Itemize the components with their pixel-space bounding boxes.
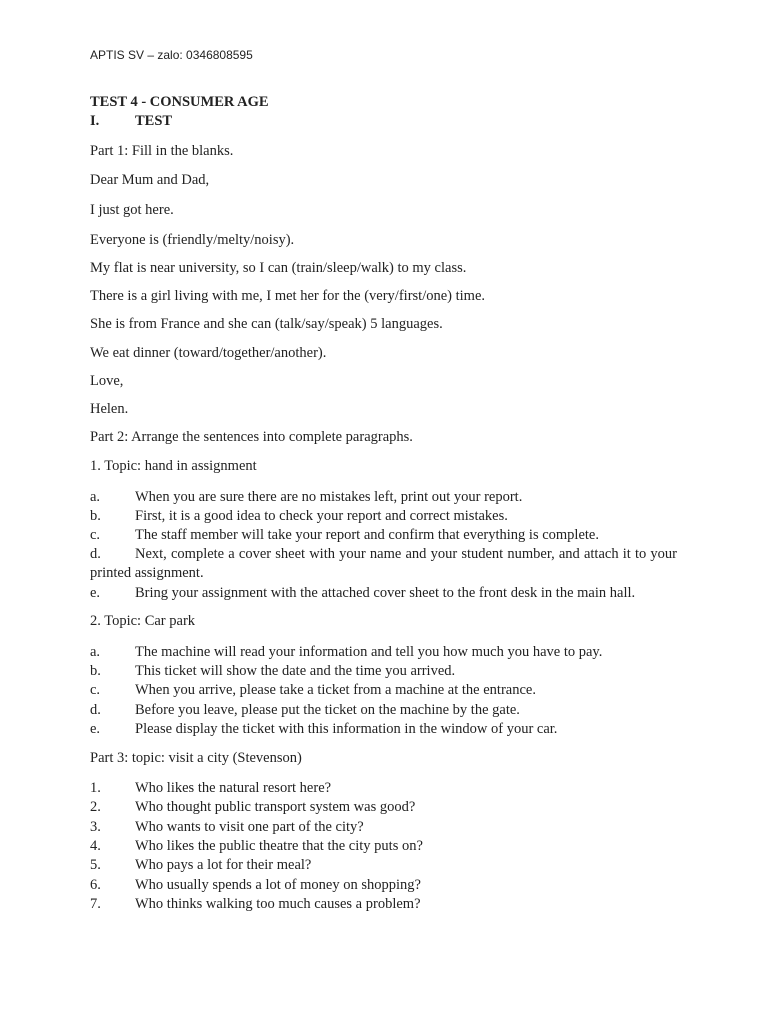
- question-item: [90, 779, 677, 798]
- item-text: Bring your assignment with the attached cover sheet to the front desk in the main hall.: [135, 585, 636, 601]
- item-text: When you arrive, please take a ticket from a machine at the entrance.: [135, 682, 536, 698]
- question-item: [90, 798, 677, 817]
- list-item: [90, 545, 677, 583]
- item-text: Who likes the public theatre that the city puts on?: [135, 838, 423, 854]
- topic1-title: 1. Topic: hand in assignment: [90, 458, 257, 474]
- letter-line: Helen.: [90, 401, 129, 417]
- item-text: When you are sure there are no mistakes left, print out your report.: [135, 489, 523, 505]
- question-item: [90, 818, 677, 837]
- part2-heading: Part 2: Arrange the sentences into complete paragraphs.: [90, 429, 413, 445]
- topic2-title: 2. Topic: Car park: [90, 613, 196, 629]
- part3-heading: Part 3: topic: visit a city (Stevenson): [90, 750, 302, 766]
- item-marker: a.: [90, 644, 101, 660]
- item-marker: 4.: [90, 838, 101, 854]
- item-marker: e.: [90, 585, 101, 601]
- letter-line: There is a girl living with me, I met her for the (very/first/one) time.: [90, 288, 486, 304]
- item-text: This ticket will show the date and the time you arrived.: [135, 663, 456, 679]
- item-text: Before you leave, please put the ticket on the machine by the gate.: [135, 702, 520, 718]
- item-text: The machine will read your information and tell you how much you have to pay.: [135, 644, 603, 660]
- item-text: First, it is a good idea to check your report and correct mistakes.: [135, 508, 508, 524]
- letter-line: My flat is near university, so I can (train/sleep/walk) to my class.: [90, 260, 467, 276]
- item-marker: c.: [90, 527, 101, 543]
- item-text: Please display the ticket with this information in the window of your car.: [135, 721, 558, 737]
- list-item: [90, 507, 677, 526]
- item-text: Who usually spends a lot of money on shopping?: [135, 877, 421, 893]
- part1-heading: Part 1: Fill in the blanks.: [90, 143, 234, 159]
- item-marker: c.: [90, 682, 101, 698]
- item-marker: a.: [90, 489, 101, 505]
- letter-line: Love,: [90, 373, 124, 389]
- letter-line: We eat dinner (toward/together/another).: [90, 345, 327, 361]
- question-item: [90, 895, 677, 914]
- list-item: [90, 643, 677, 662]
- item-text: The staff member will take your report and confirm that everything is complete.: [135, 527, 599, 543]
- question-item: [90, 876, 677, 895]
- item-text: Who likes the natural resort here?: [135, 780, 332, 796]
- item-marker: d.: [90, 546, 101, 562]
- item-text: Who thought public transport system was good?: [135, 799, 416, 815]
- item-marker: 5.: [90, 857, 101, 873]
- list-item: [90, 701, 677, 720]
- item-marker: b.: [90, 508, 101, 524]
- item-marker: e.: [90, 721, 101, 737]
- item-text: Next, complete a cover sheet with your name and your student number, and attach it to your printed assignment.: [90, 546, 677, 581]
- list-item: [90, 584, 677, 603]
- section-heading: [90, 113, 172, 130]
- page-header: APTIS SV – zalo: 0346808595: [90, 48, 253, 62]
- letter-line: Dear Mum and Dad,: [90, 172, 210, 188]
- list-item: [90, 488, 677, 507]
- list-item: [90, 526, 677, 545]
- section-label: TEST: [135, 113, 173, 129]
- section-number: I.: [90, 113, 100, 129]
- item-marker: b.: [90, 663, 101, 679]
- question-item: [90, 856, 677, 875]
- item-marker: 2.: [90, 799, 101, 815]
- question-item: [90, 837, 677, 856]
- list-item: [90, 681, 677, 700]
- item-marker: 7.: [90, 896, 101, 912]
- item-marker: d.: [90, 702, 101, 718]
- list-item: [90, 662, 677, 681]
- item-marker: 1.: [90, 780, 101, 796]
- item-marker: 6.: [90, 877, 101, 893]
- document-title: TEST 4 - CONSUMER AGE: [90, 94, 269, 110]
- letter-line: I just got here.: [90, 202, 174, 218]
- item-text: Who thinks walking too much causes a problem?: [135, 896, 421, 912]
- item-marker: 3.: [90, 819, 101, 835]
- list-item: [90, 720, 677, 739]
- item-text: Who pays a lot for their meal?: [135, 857, 312, 873]
- letter-line: She is from France and she can (talk/say/speak) 5 languages.: [90, 316, 443, 332]
- letter-line: Everyone is (friendly/melty/noisy).: [90, 232, 295, 248]
- item-text: Who wants to visit one part of the city?: [135, 819, 364, 835]
